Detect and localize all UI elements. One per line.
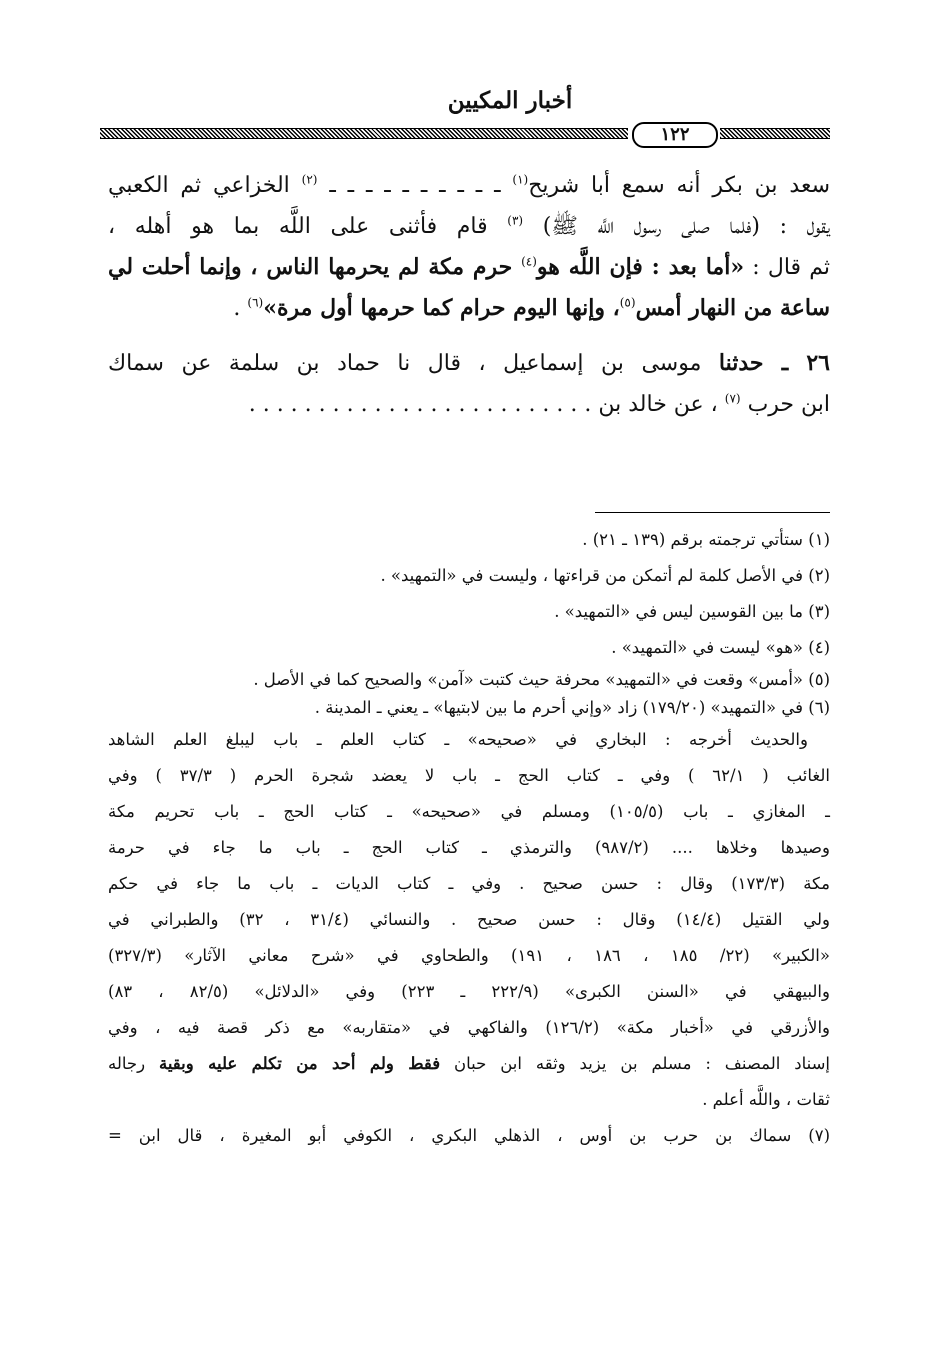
footnote-ref: (٢) bbox=[301, 172, 318, 187]
footnote-line bbox=[108, 830, 830, 866]
footnote-line bbox=[108, 1046, 830, 1082]
footnote-line bbox=[108, 1010, 830, 1046]
text-run: مكة (١٧٣/٣) وقال : حسن صحيح . وفي ـ كتاب الديات ـ باب ما جاء في حكم bbox=[108, 874, 831, 893]
text-line bbox=[108, 247, 830, 288]
text-run: ثم قال : bbox=[744, 255, 830, 280]
footnote-line bbox=[108, 866, 830, 902]
text-run: ، وإنها اليوم حرام كما حرمها أول مرة» bbox=[263, 295, 620, 321]
text-line bbox=[108, 288, 830, 329]
footnote-line bbox=[108, 522, 830, 558]
text-run: ، عن خالد بن . . . . . . . . . . . . . . . . . . . . . . . . . bbox=[248, 392, 725, 417]
text-run: (٤) «هو» ليست في «التمهيد» . bbox=[611, 638, 830, 657]
footnote-line bbox=[108, 722, 830, 758]
text-run: (٥) «أمس» وقعت في «التمهيد» محرفة حيث كتبت «آمن» والصحيح كما في الأصل . bbox=[253, 670, 830, 689]
footnote-line bbox=[108, 558, 830, 594]
text-run: موسى بن إسماعيل ، قال نا حماد بن سلمة عن سماك bbox=[108, 351, 719, 376]
text-run: يقول : (فلما صلى رسول اللَّه ﷺ) bbox=[523, 214, 830, 239]
footnote-line bbox=[108, 974, 830, 1010]
text-run: إسناد المصنف : مسلم بن يزيد وثقه ابن حبان bbox=[440, 1054, 830, 1073]
header-rule bbox=[100, 122, 830, 148]
main-text bbox=[108, 165, 830, 425]
footnote-ref: (١) bbox=[512, 172, 529, 187]
text-run: قام فأثنى على اللَّه بما هو أهله ، bbox=[108, 214, 508, 239]
text-run: (١) ستأتي ترجمته برقم (١٣٩ ـ ٢١) . bbox=[582, 530, 830, 549]
text-run: سعد بن بكر أنه سمع أبا شريح bbox=[528, 173, 831, 198]
hatched-rule-right bbox=[720, 128, 830, 139]
footnote-ref: (٥) bbox=[619, 295, 636, 310]
footnote-line bbox=[108, 758, 830, 794]
page-number-badge: ١٢٢ bbox=[632, 122, 718, 148]
footnote-line bbox=[108, 902, 830, 938]
footnote-ref: (٦) bbox=[247, 295, 264, 310]
footnote-line bbox=[108, 594, 830, 630]
text-run: وصيدها وخلاها .... (٩٨٧/٢) والترمذي ـ كتاب الحج ـ باب ما جاء في حرمة bbox=[108, 838, 830, 857]
text-line bbox=[108, 343, 830, 384]
footnote-line bbox=[108, 938, 830, 974]
footnote-separator bbox=[595, 512, 830, 513]
running-title: أخبار المكيين bbox=[447, 87, 573, 114]
footnote-line bbox=[108, 1082, 830, 1118]
text-line bbox=[108, 384, 830, 425]
footnote-ref: (٧) bbox=[724, 391, 741, 406]
footnote-line bbox=[108, 794, 830, 830]
text-run: والأزرقي في «أخبار مكة» (١٢٦/٢) والفاكهي في «متقاربه» مع ذكر قصة فيه ، وفي bbox=[108, 1018, 830, 1037]
text-run: . bbox=[233, 296, 248, 321]
text-run: ابن حرب bbox=[740, 392, 830, 417]
footnote-ref: (٣) bbox=[507, 213, 524, 228]
text-run: والحديث أخرجه : البخاري في «صحيحه» ـ كتاب العلم ـ باب ليبلغ العلم الشاهد bbox=[108, 730, 808, 749]
text-run: ولي القتيل (١٤/٤) وقال : حسن صحيح . والنسائي (٣١/٤ ، ٣٢) والطبراني في bbox=[108, 910, 830, 929]
footnote-line bbox=[108, 1118, 830, 1154]
text-run: حرم مكة لم يحرمها الناس ، وإنما أحلت لي bbox=[108, 254, 522, 280]
text-run: الغائب ( ٦٢/١ ) وفي ـ كتاب الحج ـ باب لا يعضد شجرة الحرم ( ٣٧/٣ ) وفي bbox=[108, 766, 830, 785]
text-run: ساعة من النهار أمس bbox=[635, 295, 830, 321]
footnotes bbox=[108, 522, 830, 1154]
text-run: ـ ـ ـ ـ ـ ـ ـ ـ ـ ـ bbox=[317, 173, 513, 198]
paragraph-gap bbox=[108, 329, 830, 343]
text-run: فقط ولم أحد من تكلم عليه وبقية bbox=[158, 1054, 441, 1073]
text-run: (٦) في «التمهيد» (١٧٩/٢٠) زاد «وإني أحرم ما بين لابتيها» ـ يعني ـ المدينة . bbox=[314, 698, 830, 717]
text-run: (٢) في الأصل كلمة لم أتمكن من قراءتها ، وليست في «التمهيد» . bbox=[380, 566, 830, 585]
text-run: (٧) سماك بن حرب بن أوس ، الذهلي البكري ، الكوفي أبو المغيرة ، قال ابن = bbox=[108, 1126, 830, 1145]
text-run: ثقات ، واللَّه أعلم . bbox=[702, 1090, 830, 1109]
text-run: (٣) ما بين القوسين ليس في «التمهيد» . bbox=[554, 602, 830, 621]
text-run: رجاله bbox=[108, 1054, 159, 1073]
footnote-line bbox=[108, 630, 830, 666]
text-line bbox=[108, 165, 830, 206]
text-run: الخزاعي ثم الكعبي bbox=[108, 173, 302, 198]
text-line bbox=[108, 206, 830, 247]
footnote-line bbox=[108, 666, 830, 694]
text-run: ـ المغازي ـ باب (١٠٥/٥) ومسلم في «صحيحه» ـ كتاب الحج ـ باب تحريم مكة bbox=[108, 802, 831, 821]
text-run: والبيهقي في «السنن الكبرى» (٢٢٢/٩ ـ ٢٢٣) وفي «الدلائل» (٨٢/٥ ، ٨٣) bbox=[108, 982, 830, 1001]
footnote-ref: (٤) bbox=[521, 254, 537, 269]
text-run: ٢٦ ـ حدثنا bbox=[718, 350, 830, 376]
footnote-line bbox=[108, 694, 830, 722]
hatched-rule-left bbox=[100, 128, 628, 139]
text-run: «الكبير» (٢٢/ ١٨٥ ، ١٨٦ ، ١٩١) والطحاوي في «شرح معاني الآثار» (٣٢٧/٣) bbox=[108, 946, 830, 965]
text-run: «أما بعد : فإن اللَّه هو bbox=[536, 254, 745, 280]
